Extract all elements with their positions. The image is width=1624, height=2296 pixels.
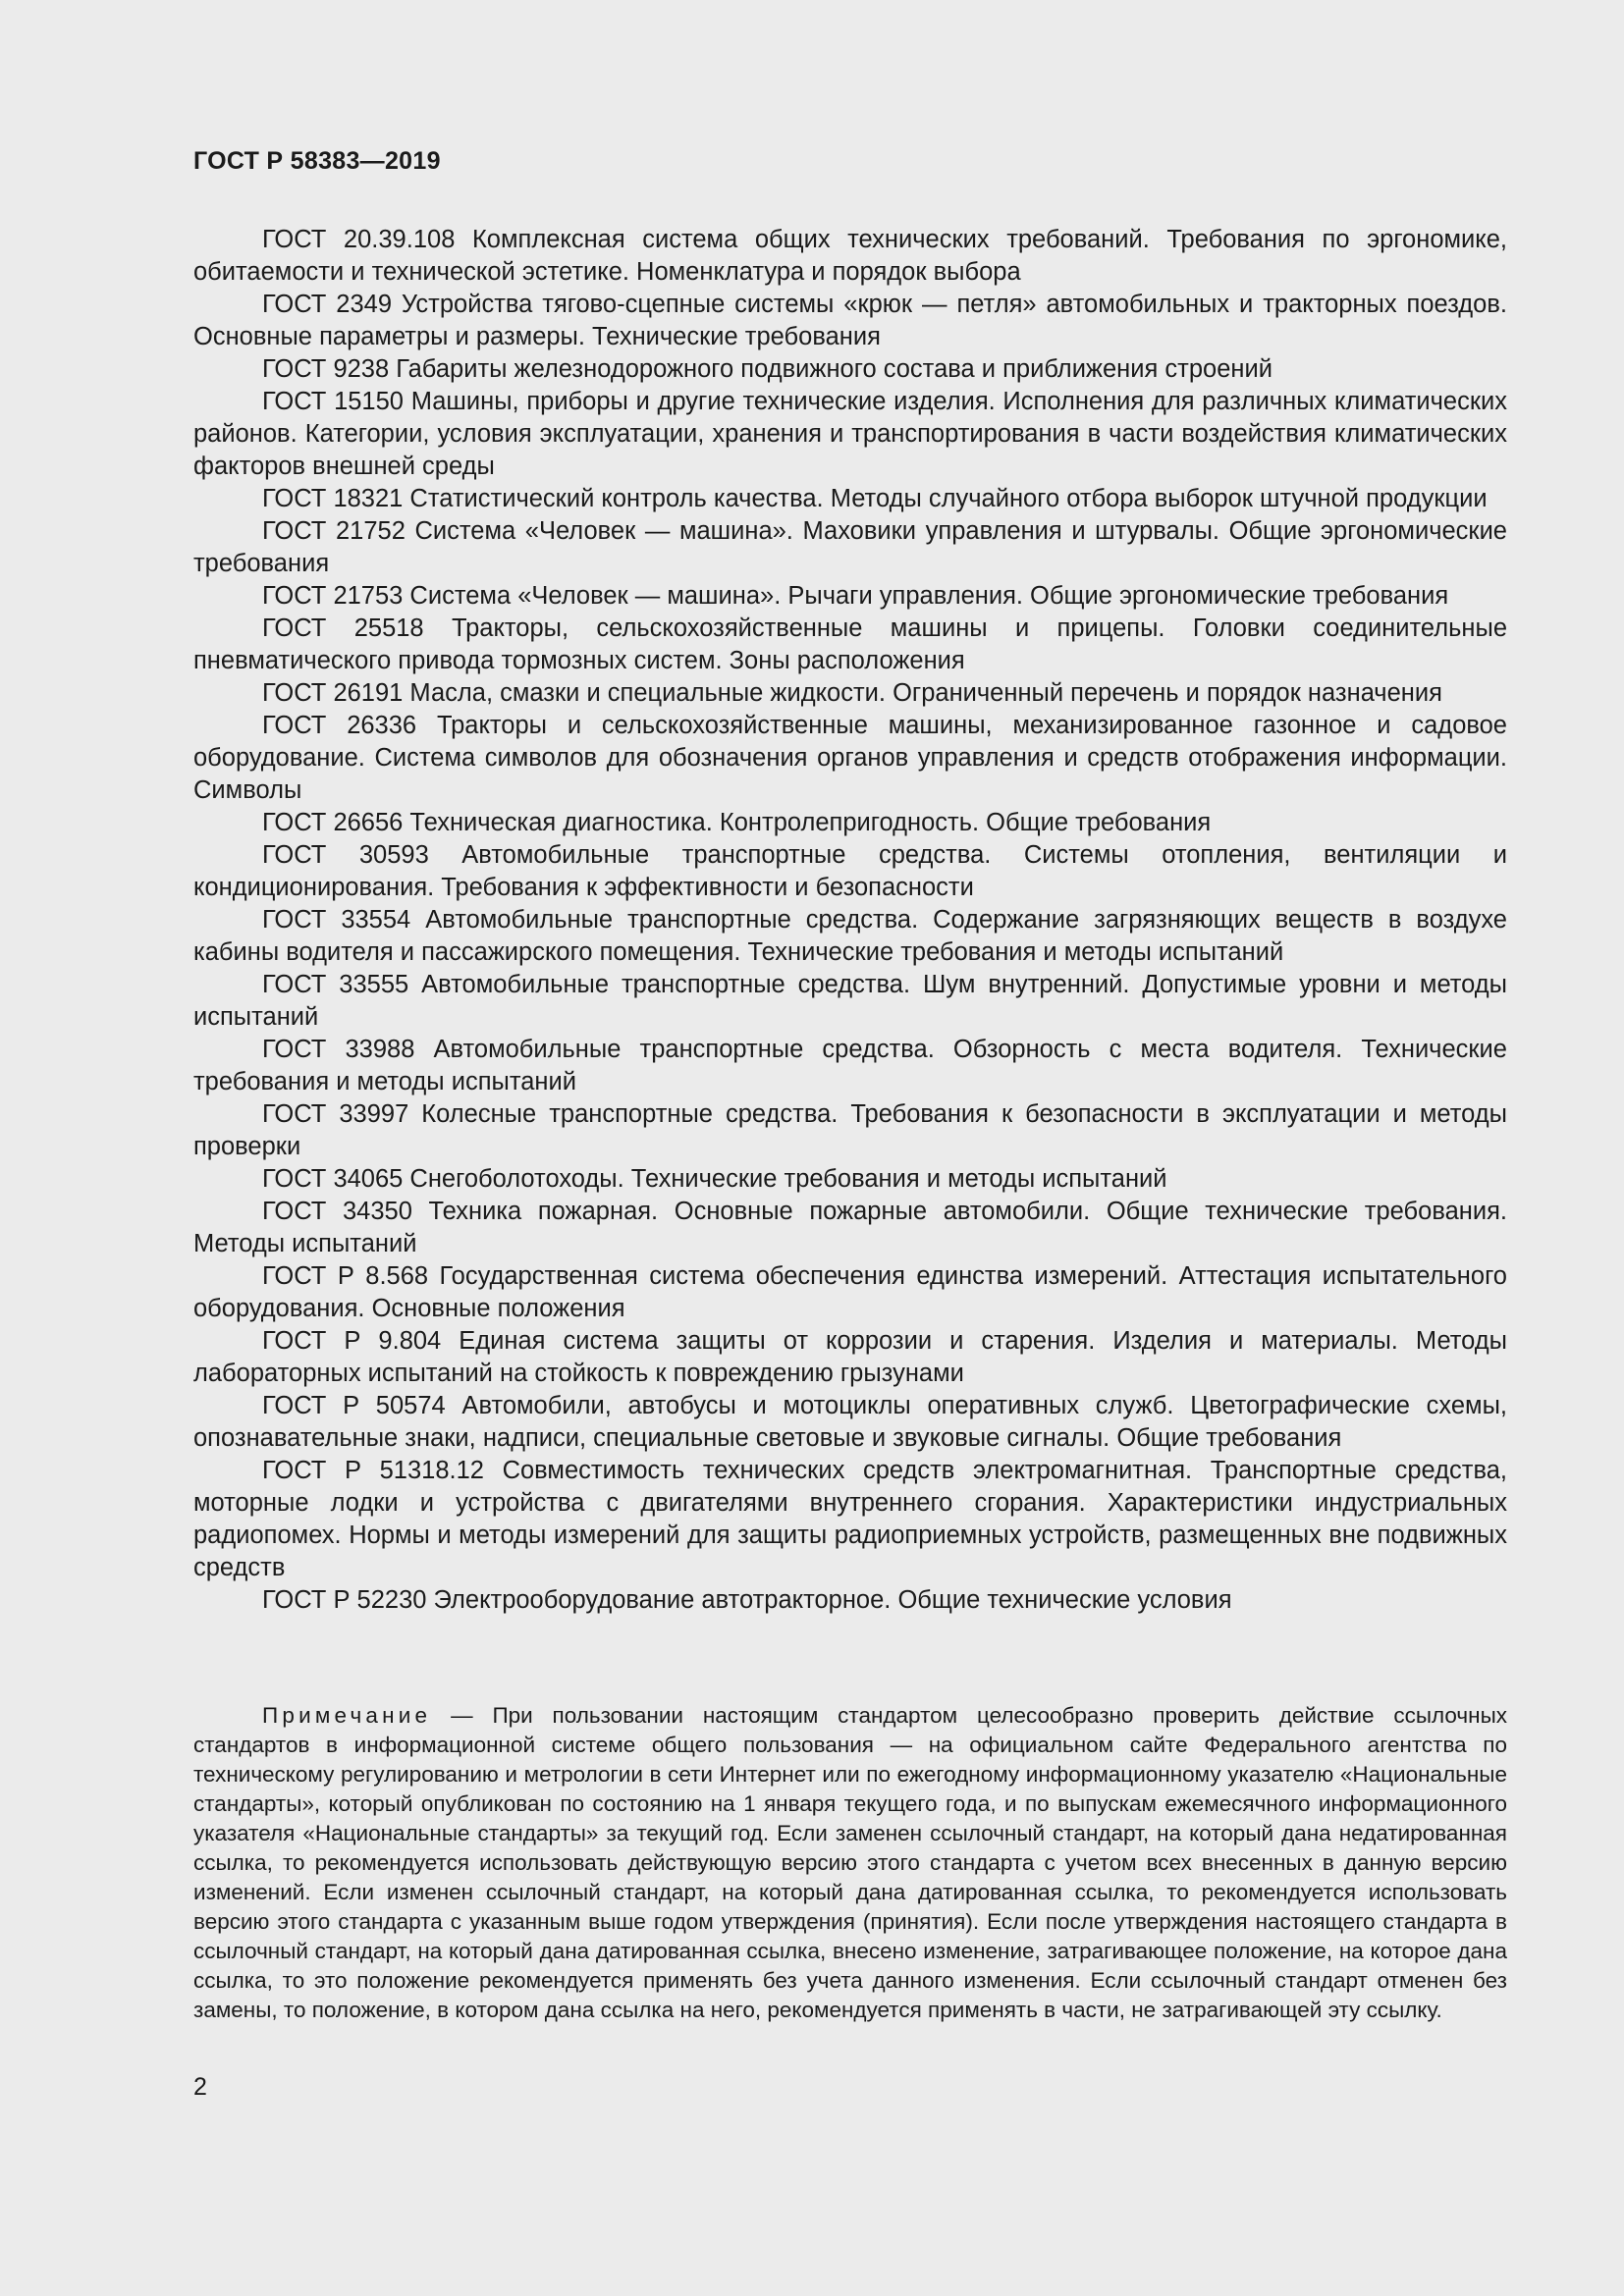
reference-item: ГОСТ 9238 Габариты железнодорожного подвижного состава и приближения строений	[262, 355, 1272, 383]
reference-item: ГОСТ 33555 Автомобильные транспортные средства. Шум внутренний. Допустимые уровни и методы испытаний	[193, 971, 1507, 1031]
reference-item: ГОСТ 26336 Тракторы и сельскохозяйственные машины, механизированное газонное и садовое оборудование. Система символов для обозначения органов управления и средств отображения информации. Символы	[193, 712, 1507, 804]
reference-item: ГОСТ 25518 Тракторы, сельскохозяйственные машины и прицепы. Головки соединительные пневматического привода тормозных систем. Зоны расположения	[193, 614, 1507, 674]
document-header: ГОСТ Р 58383—2019	[193, 147, 441, 175]
reference-item: ГОСТ 2349 Устройства тягово-сцепные системы «крюк — петля» автомобильных и тракторных поездов. Основные параметры и размеры. Технические требования	[193, 291, 1507, 350]
reference-item: ГОСТ 34065 Снегоболотоходы. Технические требования и методы испытаний	[262, 1165, 1167, 1193]
note-text: При пользовании настоящим стандартом целесообразно проверить действие ссылочных стандартов в информационной системе общего пользования — на официальном сайте Федерального агентства по техническому регулированию и метрологии в сети Интернет или по ежегодному информационному указателю «Национальные стандарты», который опубликован по состоянию на 1 января текущего года, и по выпускам ежемесячного информационного указателя «Национальные стандарты» за текущий год. Если заменен ссылочный стандарт, на который дана недатированная ссылка, то рекомендуется использовать действующую версию этого стандарта с учетом всех внесенных в данную версию изменений. Если изменен ссылочный стандарт, на который дана датированная ссылка, то рекомендуется использовать версию этого стандарта с указанным выше годом утверждения (принятия). Если после утверждения настоящего стандарта в ссылочный стандарт, на который дана датированная ссылка, внесено изменение, затрагивающее положение, на которое дана ссылка, то это положение рекомендуется применять без учета данного изменения. Если ссылочный стандарт отменен без замены, то положение, в котором дана ссылка на него, рекомендуется применять в части, не затрагивающей эту ссылку.	[193, 1703, 1507, 2022]
reference-item: ГОСТ 33554 Автомобильные транспортные средства. Содержание загрязняющих веществ в воздухе кабины водителя и пассажирского помещения. Технические требования и методы испытаний	[193, 906, 1507, 966]
reference-item: ГОСТ 21752 Система «Человек — машина». Маховики управления и штурвалы. Общие эргономические требования	[193, 517, 1507, 577]
reference-item: ГОСТ 18321 Статистический контроль качества. Методы случайного отбора выборок штучной продукции	[262, 485, 1488, 512]
reference-item: ГОСТ Р 8.568 Государственная система обеспечения единства измерений. Аттестация испытательного оборудования. Основные положения	[193, 1262, 1507, 1322]
reference-item: ГОСТ 26656 Техническая диагностика. Контролепригодность. Общие требования	[262, 809, 1212, 836]
reference-item: ГОСТ 33988 Автомобильные транспортные средства. Обзорность с места водителя. Технические требования и методы испытаний	[193, 1036, 1507, 1095]
page-number: 2	[193, 2073, 207, 2101]
reference-item: ГОСТ 15150 Машины, приборы и другие технические изделия. Исполнения для различных климатических районов. Категории, условия эксплуатации, хранения и транспортирования в части воздействия климатических факторов внешней среды	[193, 388, 1507, 480]
reference-item: ГОСТ 20.39.108 Комплексная система общих технических требований. Требования по эргономике, обитаемости и технической эстетике. Номенклатура и порядок выбора	[193, 226, 1507, 286]
reference-item: ГОСТ Р 51318.12 Совместимость технических средств электромагнитная. Транспортные средства, моторные лодки и устройства с двигателями внутреннего сгорания. Характеристики индустриальных радиопомех. Нормы и методы измерений для защиты радиоприемных устройств, размещенных вне подвижных средств	[193, 1457, 1507, 1581]
note-label: Примечание	[262, 1703, 432, 1728]
reference-item: ГОСТ 34350 Техника пожарная. Основные пожарные автомобили. Общие технические требования. Методы испытаний	[193, 1198, 1507, 1257]
normative-references-list	[193, 224, 1507, 1617]
reference-item: ГОСТ 21753 Система «Человек — машина». Рычаги управления. Общие эргономические требования	[262, 582, 1449, 610]
reference-item: ГОСТ Р 9.804 Единая система защиты от коррозии и старения. Изделия и материалы. Методы лабораторных испытаний на стойкость к повреждению грызунами	[193, 1327, 1507, 1387]
reference-item: ГОСТ 26191 Масла, смазки и специальные жидкости. Ограниченный перечень и порядок назначения	[262, 679, 1442, 707]
note-separator: —	[431, 1703, 493, 1728]
reference-item: ГОСТ Р 52230 Электрооборудование автотракторное. Общие технические условия	[262, 1586, 1232, 1614]
reference-item: ГОСТ 33997 Колесные транспортные средства. Требования к безопасности в эксплуатации и методы проверки	[193, 1100, 1507, 1160]
note-paragraph	[193, 1701, 1507, 2025]
reference-item: ГОСТ 30593 Автомобильные транспортные средства. Системы отопления, вентиляции и кондиционирования. Требования к эффективности и безопасности	[193, 841, 1507, 901]
reference-item: ГОСТ Р 50574 Автомобили, автобусы и мотоциклы оперативных служб. Цветографические схемы, опознавательные знаки, надписи, специальные световые и звуковые сигналы. Общие требования	[193, 1392, 1507, 1452]
